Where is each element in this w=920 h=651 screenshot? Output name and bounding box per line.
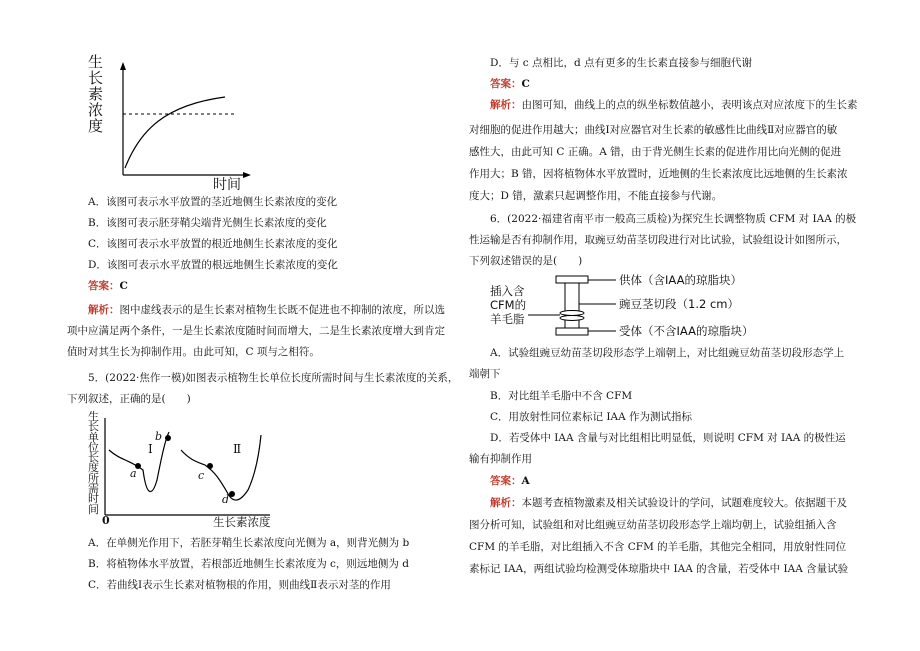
q5-option-c: C．若曲线Ⅰ表示生长素对植物根的作用，则曲线Ⅱ表示对茎的作用 [88,579,391,591]
q5-analysis-line [490,98,858,112]
q4-analysis-line: 值时对其生长为抑制作用。由此可知，C 项与之相符。 [67,346,320,358]
fig2-label-a: a [130,467,137,480]
q6-analysis-line: 图分析可知，试验组和对比组豌豆幼苗茎切段形态学上端均朝上，试验组插入含 [469,519,837,531]
q5-analysis-line: 作用大；B 错，因将植物体水平放置时，近地侧的生长素浓度比远地侧的生长素浓 [469,168,848,180]
fig2-ylabel-char: 长 [88,451,99,465]
fig1-y-arrow [120,62,126,70]
fig2-ylabel-char: 间 [88,502,99,516]
fig3-bot-label: 受体（不含IAA的琼脂块） [619,324,754,338]
q6-option-a-cont: 端朝下 [469,368,501,380]
figure-auxin-time [85,50,255,193]
fig3-top-label: 供体（含IAA的琼脂块） [619,273,742,287]
q6-analysis-label: 解析： [490,497,522,509]
fig2-point-c [207,463,213,469]
q6-answer-label: 答案： [490,475,522,487]
fig2-ylabel-char: 度 [88,461,99,475]
q6-analysis-text: 本题考查植物激素及相关试验设计的学问，试题难度较大。依据题干及 [521,497,847,509]
q5-answer-label: 答案： [490,78,522,90]
fig1-ylabel-char: 长 [88,69,104,87]
fig3-receiver-block [556,328,588,335]
q5-stem-line: 5．(2022·焦作一模)如图表示植物生长单位长度所需时间与生长素浓度的关系， [88,372,459,384]
q6-option-d-cont: 输有抑制作用 [469,453,532,465]
fig2-ylabel-char: 位 [88,440,99,454]
q5-analysis-line: 对细胞的促进作用越大；曲线Ⅰ对应器官对生长素的敏感性比曲线Ⅱ对应器官的敏 [469,124,838,136]
fig2-point-b [165,435,171,441]
fig2-curve-2 [181,435,261,500]
q5-option-b: B．将植物体水平放置，若根部近地侧生长素浓度为 c，则远地侧为 d [88,558,409,570]
q6-option-a: A．试验组豌豆幼苗茎切段形态学上端朝上，对比组豌豆幼苗茎切段形态学上 [490,347,845,359]
q6-answer-value: A [521,475,530,487]
fig3-donor-block [556,276,588,283]
fig2-point-d [229,491,235,497]
q6-analysis-line: CFM 的羊毛脂，对比组插入不含 CFM 的羊毛脂，其他完全相同，用放射性同位 [469,541,847,553]
q4-analysis-line: 项中应满足两个条件，一是生长素浓度随时间而增大，二是生长素浓度增大到肯定 [67,325,445,337]
q5-analysis-text: 由图可知，曲线上的点的纵坐标数值越小，表明该点对应浓度下的生长素 [521,99,858,111]
q6-option-b: B．对比组羊毛脂中不含 CFM [490,390,633,402]
q4-option-c: C．该图可表示水平放置的根近地侧生长素浓度的变化 [88,238,338,250]
fig1-curve [125,97,225,168]
fig1-ylabel-char: 生 [88,53,104,71]
q5-stem-line: 下列叙述，正确的是( ) [67,393,191,405]
fig2-ylabel-char: 需 [88,482,99,496]
fig1-ylabel-char: 度 [88,117,104,135]
q4-answer-label: 答案： [88,280,120,292]
fig2-xlabel: 生长素浓度 [213,515,271,529]
fig1-x-arrow [243,172,251,178]
q5-analysis-line: 度大；D 错，激素只起调整作用，不能直接参与代谢。 [469,190,723,202]
q5-option-a: A．在单侧光作用下，若胚芽鞘生长素浓度向光侧为 a，则背光侧为 b [88,537,410,549]
q5-option-d: D．与 c 点相比，d 点有更多的生长素直接参与细胞代谢 [490,57,753,69]
fig1-ylabel-char: 素 [88,85,104,103]
fig2-label-d: d [222,493,230,506]
q4-analysis-label: 解析： [88,304,120,316]
q4-answer [88,279,128,293]
fig2-ylabel [88,412,100,515]
q6-option-d: D．若受体中 IAA 含量与对比组相比明显低，则说明 CFM 对 IAA 的极性运 [490,432,846,444]
q6-stem-line: 下列叙述错误的是( ) [469,255,583,267]
fig2-origin: 0 [102,514,110,527]
fig1-xlabel: 时间 [213,177,241,193]
fig2-ylabel-char: 生 [88,410,99,423]
fig2-ylabel-char: 长 [88,420,99,434]
q5-analysis-label: 解析： [490,99,522,111]
fig3-lanolin-ring [560,311,584,316]
fig3-left-label-line: 羊毛脂 [490,312,525,326]
q4-answer-value: C [119,280,128,292]
q4-analysis-line [88,303,445,317]
q4-option-d: D．该图可表示水平放置的根远地侧生长素浓度的变化 [88,259,338,271]
fig3-mid-label: 豌豆茎切段（1.2 cm） [619,297,739,311]
figure-experiment-setup [488,268,788,346]
fig3-left-label [490,284,526,326]
fig3-left-label-line: 插入含 [490,284,525,298]
q5-answer-value: C [521,78,530,90]
fig3-stem-segment [565,283,579,328]
q5-analysis-line: 感性大，由此可知 C 正确。A 错，由于背光侧生长素的促进作用比向光侧的促进 [469,146,842,158]
q5-answer [490,77,530,91]
fig3-left-label-line: CFM的 [490,298,527,312]
fig2-label-b: b [155,430,163,443]
q6-option-c: C．用放射性同位素标记 IAA 作为测试指标 [490,411,693,423]
q6-stem-line: 6．(2022·福建省南平市一般高三质检)为探究生长调整物质 CFM 对 IAA 的极 [490,213,857,225]
fig3-lanolin-ring [560,316,584,321]
q4-analysis-text: 图中虚线表示的是生长素对植物生长既不促进也不抑制的浓度，所以选 [119,304,445,316]
q6-analysis-line: 素标记 IAA，两组试验均检测受体琼脂块中 IAA 的含量，若受体中 IAA 含量试验 [469,563,849,575]
fig2-svg [85,410,280,530]
fig2-ylabel-char: 所 [88,471,99,485]
fig1-ylabel [88,54,106,134]
fig2-curve-1-label: Ⅰ [148,442,153,456]
q6-analysis-line [490,496,847,510]
q4-option-a: A．该图可表示水平放置的茎近地侧生长素浓度的变化 [88,196,338,208]
q6-stem-line: 性运输是否有抑制作用，取豌豆幼苗茎切段进行对比试验，试验组设计如图所示， [469,234,847,246]
fig2-ylabel-char: 单 [88,430,99,444]
fig2-ylabel-char: 时 [88,492,99,506]
q6-answer [490,474,530,488]
figure-growth-time-vs-auxin [85,410,280,530]
fig2-label-c: c [198,469,205,482]
fig1-ylabel-char: 浓 [88,101,104,119]
figure-auxin-time-svg [85,50,255,190]
q4-option-b: B．该图可表示胚芽鞘尖端背光侧生长素浓度的变化 [88,217,327,229]
fig2-curve-2-label: Ⅱ [233,442,242,456]
